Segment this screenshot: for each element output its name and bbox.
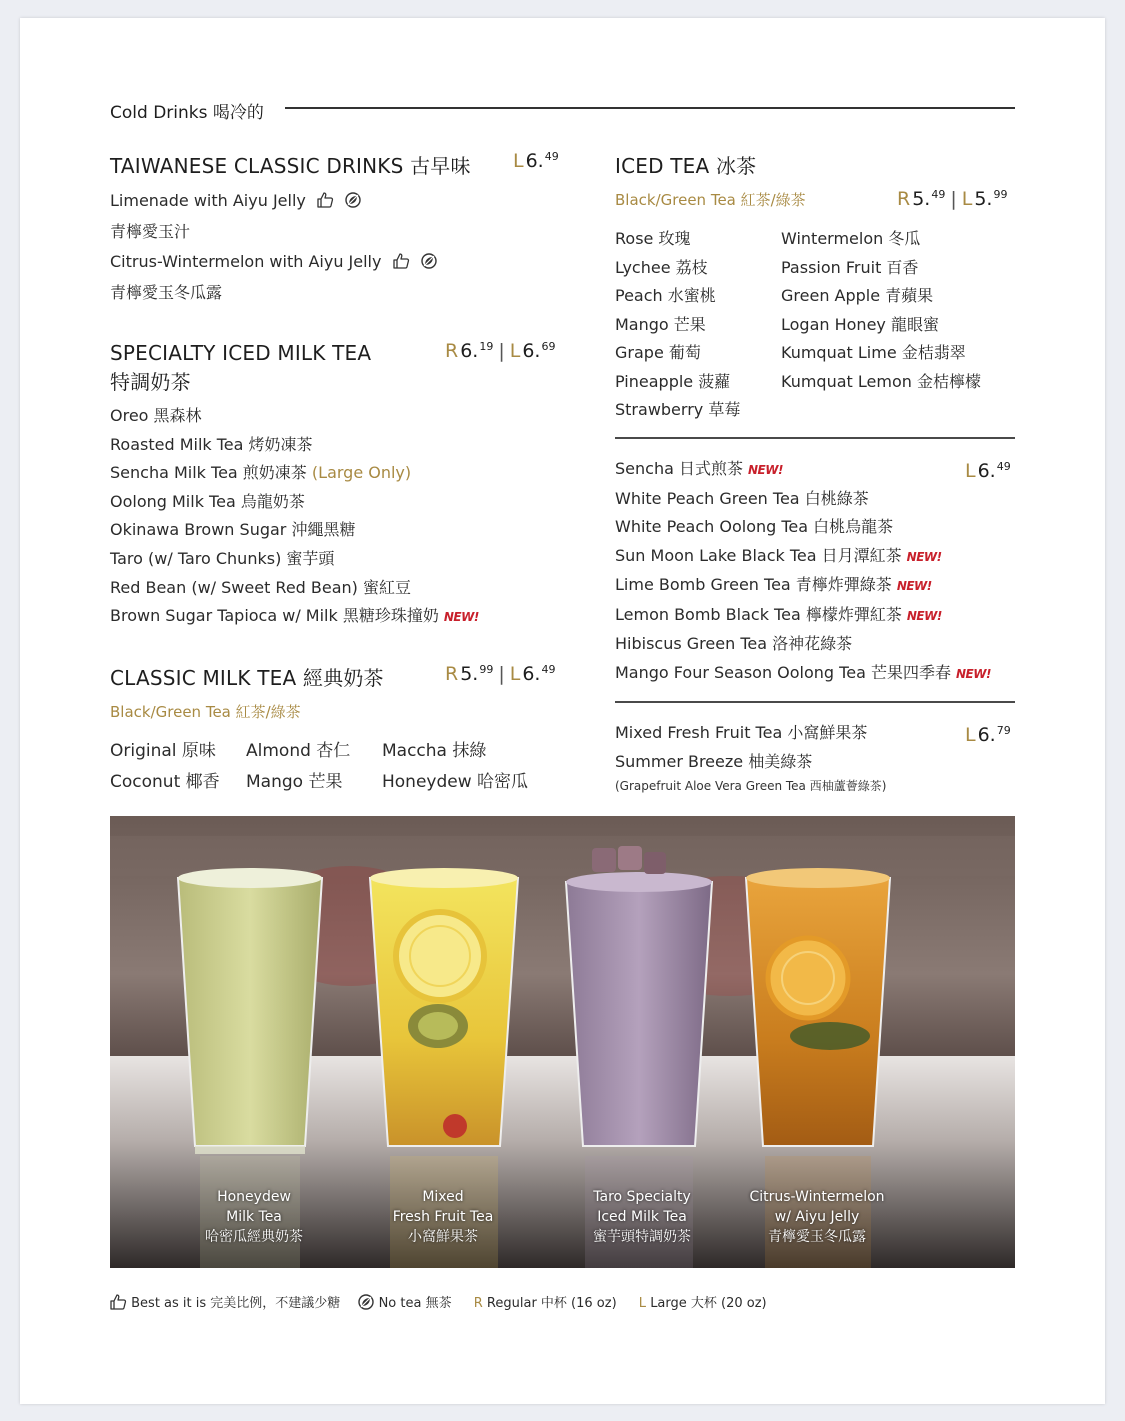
flavor-item: Original 原味	[110, 741, 216, 761]
price-main: 5.	[974, 188, 993, 210]
price-size-letter: L	[509, 663, 521, 685]
iced-tea-col2	[781, 225, 981, 396]
price-size-letter: R	[897, 188, 911, 210]
iced-tea-price	[897, 188, 1007, 210]
price-cents: 49	[544, 150, 559, 163]
iced-tea-subtitle: Black/Green Tea 紅茶/綠茶	[615, 191, 806, 209]
list-item: Peach 水蜜桃	[615, 286, 716, 305]
item-text: Sun Moon Lake Black Tea 日月潭紅茶	[615, 545, 902, 565]
price-size-letter: L	[509, 340, 521, 362]
item-text: Brown Sugar Tapioca w/ Milk 黑糖珍珠撞奶	[110, 606, 439, 626]
price-cents: 49	[541, 663, 556, 676]
price-main: 6.	[525, 150, 544, 172]
new-badge: NEW!	[896, 579, 932, 593]
list-item: Grape 葡萄	[615, 343, 701, 362]
classic-title: CLASSIC MILK TEA 經典奶茶	[110, 666, 384, 690]
price-cents: 49	[931, 188, 946, 201]
list-item	[110, 186, 437, 217]
list-item: Green Apple 青蘋果	[781, 286, 934, 305]
specialty-list	[110, 402, 479, 632]
thumbs-up-icon	[393, 253, 410, 269]
legend	[110, 1292, 767, 1311]
taiwanese-price	[513, 150, 559, 172]
price-size-letter: L	[513, 150, 524, 172]
list-item	[615, 659, 991, 689]
list-item: Red Bean (w/ Sweet Red Bean) 蜜紅豆	[110, 577, 412, 597]
price-cents: 19	[479, 340, 494, 353]
list-item	[110, 602, 479, 632]
caption-line: w/ Aiyu Jelly	[774, 1209, 860, 1225]
price-main: 6.	[522, 340, 541, 362]
iced-tea-title: ICED TEA 冰茶	[615, 154, 757, 178]
price-main: 5.	[912, 188, 931, 210]
list-item: Roasted Milk Tea 烤奶凍茶	[110, 434, 313, 454]
list-item: Mango 芒果	[615, 314, 706, 334]
specialty-title-en: SPECIALTY ICED MILK TEA	[110, 341, 372, 365]
price-main: 6.	[460, 340, 479, 362]
photo-caption	[742, 1187, 892, 1247]
list-item: Lychee 荔枝	[615, 257, 708, 277]
no-tea-icon	[421, 253, 437, 269]
caption-line: Mixed	[422, 1189, 464, 1205]
price-main: 5.	[460, 663, 479, 685]
list-item: Kumquat Lime 金桔翡翠	[781, 343, 966, 362]
photo-caption	[194, 1187, 314, 1247]
list-item: Oreo 黑森林	[110, 406, 202, 425]
specialty-price	[445, 340, 555, 362]
taiwanese-list	[110, 186, 437, 308]
item-text: Lemon Bomb Black Tea 檸檬炸彈紅茶	[615, 604, 902, 624]
item-text: Limenade with Aiyu Jelly	[110, 191, 306, 210]
list-item: Oolong Milk Tea 烏龍奶茶	[110, 491, 305, 511]
caption-line: 蜜芋頭特調奶茶	[593, 1229, 691, 1245]
section-divider	[615, 701, 1015, 703]
taiwanese-title: TAIWANESE CLASSIC DRINKS 古早味	[110, 154, 471, 178]
fruit-item-note: (Grapefruit Aloe Vera Green Tea 西柚蘆薈綠茶)	[615, 779, 887, 793]
no-tea-icon	[358, 1294, 374, 1310]
caption-line: Taro Specialty	[593, 1189, 691, 1205]
list-item: Wintermelon 冬瓜	[781, 229, 921, 248]
price-main: 6.	[522, 663, 541, 685]
photo-caption	[582, 1187, 702, 1247]
item-text: Citrus-Wintermelon with Aiyu Jelly	[110, 252, 382, 271]
legend-large-letter: L	[638, 1296, 647, 1311]
legend-no-tea: No tea 無茶	[378, 1296, 452, 1311]
price-cents: 49	[996, 460, 1011, 473]
list-item	[110, 459, 479, 488]
list-item: Logan Honey 龍眼蜜	[781, 314, 939, 334]
flavor-item: Maccha 抹綠	[382, 741, 487, 761]
list-item: Passion Fruit 百香	[781, 257, 919, 277]
classic-subtitle: Black/Green Tea 紅茶/綠茶	[110, 703, 301, 721]
caption-line: Milk Tea	[226, 1209, 282, 1225]
list-item	[615, 630, 991, 659]
list-item: Rose 玫瑰	[615, 229, 691, 248]
item-text: White Peach Green Tea 白桃綠茶	[615, 488, 869, 508]
caption-line: 小窩鮮果茶	[408, 1229, 478, 1245]
item-text: Sencha Milk Tea 煎奶凍茶	[110, 463, 307, 483]
item-text: Mango Four Season Oolong Tea 芒果四季春	[615, 662, 951, 682]
iced-tea-col1	[615, 225, 740, 425]
fruit-item: Mixed Fresh Fruit Tea 小窩鮮果茶	[615, 723, 868, 742]
photo-caption	[383, 1187, 503, 1247]
item-text: Lime Bomb Green Tea 青檸炸彈綠茶	[615, 575, 892, 594]
price-divider: |	[498, 340, 505, 362]
new-badge: NEW!	[906, 549, 942, 564]
new-badge: NEW!	[443, 610, 479, 625]
thumbs-up-icon	[317, 192, 334, 208]
section-divider	[615, 437, 1015, 439]
price-cents: 99	[479, 663, 494, 676]
price-size-letter: L	[965, 724, 976, 746]
flavor-item: Honeydew 哈密瓜	[382, 772, 529, 792]
price-size-letter: L	[965, 460, 976, 482]
price-cents: 69	[541, 340, 556, 353]
caption-line: 青檸愛玉冬瓜露	[768, 1229, 866, 1245]
caption-line: 哈密瓜經典奶茶	[205, 1229, 303, 1245]
specialty-title	[110, 339, 371, 397]
list-item: Pineapple 菠蘿	[615, 371, 731, 391]
price-main: 6.	[977, 724, 996, 746]
price-size-letter: L	[961, 188, 973, 210]
item-text: Hibiscus Green Tea 洛神花綠茶	[615, 634, 853, 653]
caption-line: Fresh Fruit Tea	[392, 1209, 494, 1225]
list-item	[615, 601, 991, 631]
list-item: Kumquat Lemon 金桔檸檬	[781, 371, 981, 391]
list-item: Strawberry 草莓	[615, 400, 741, 419]
classic-price	[445, 663, 555, 685]
price-divider: |	[950, 188, 957, 210]
drinks-photo	[110, 816, 1015, 1268]
list-item	[615, 542, 991, 572]
list-item	[615, 455, 991, 485]
page-title: Cold Drinks 喝冷的	[110, 103, 264, 123]
fruit-group-price	[965, 724, 1011, 746]
new-badge: NEW!	[747, 463, 783, 477]
large-only-note: (Large Only)	[311, 463, 412, 483]
list-item: 青檸愛玉汁	[110, 221, 191, 241]
price-size-letter: R	[445, 663, 459, 685]
list-item: Okinawa Brown Sugar 沖繩黑糖	[110, 520, 356, 540]
legend-best: Best as it is 完美比例，不建議少糖	[131, 1296, 341, 1311]
list-item	[615, 571, 991, 601]
title-rule	[285, 107, 1015, 109]
item-text: White Peach Oolong Tea 白桃烏龍茶	[615, 517, 894, 536]
sencha-group-list	[615, 455, 991, 688]
price-size-letter: R	[445, 340, 459, 362]
flavor-item: Almond 杏仁	[246, 741, 351, 761]
flavor-item: Mango 芒果	[246, 772, 343, 792]
new-badge: NEW!	[955, 666, 991, 681]
list-item: Taro (w/ Taro Chunks) 蜜芋頭	[110, 548, 335, 568]
legend-regular: Regular 中杯 (16 oz)	[486, 1296, 617, 1311]
price-main: 6.	[977, 460, 996, 482]
flavor-item: Coconut 椰香	[110, 772, 220, 792]
list-item	[615, 513, 991, 542]
list-item	[615, 485, 991, 514]
item-text: Sencha 日式煎茶	[615, 459, 743, 478]
fruit-item: Summer Breeze 柚美綠茶	[615, 752, 813, 771]
price-cents: 79	[996, 724, 1011, 737]
new-badge: NEW!	[906, 608, 942, 623]
thumbs-up-icon	[110, 1294, 127, 1310]
specialty-title-zh: 特調奶茶	[110, 370, 191, 394]
caption-line: Citrus-Wintermelon	[749, 1189, 885, 1205]
legend-regular-letter: R	[473, 1296, 483, 1311]
price-cents: 99	[993, 188, 1008, 201]
caption-line: Iced Milk Tea	[597, 1209, 687, 1225]
price-divider: |	[498, 663, 505, 685]
no-tea-icon	[345, 192, 361, 208]
list-item	[110, 247, 437, 278]
caption-line: Honeydew	[217, 1189, 291, 1205]
list-item: 青檸愛玉冬瓜露	[110, 282, 223, 302]
legend-large: Large 大杯 (20 oz)	[650, 1296, 767, 1311]
